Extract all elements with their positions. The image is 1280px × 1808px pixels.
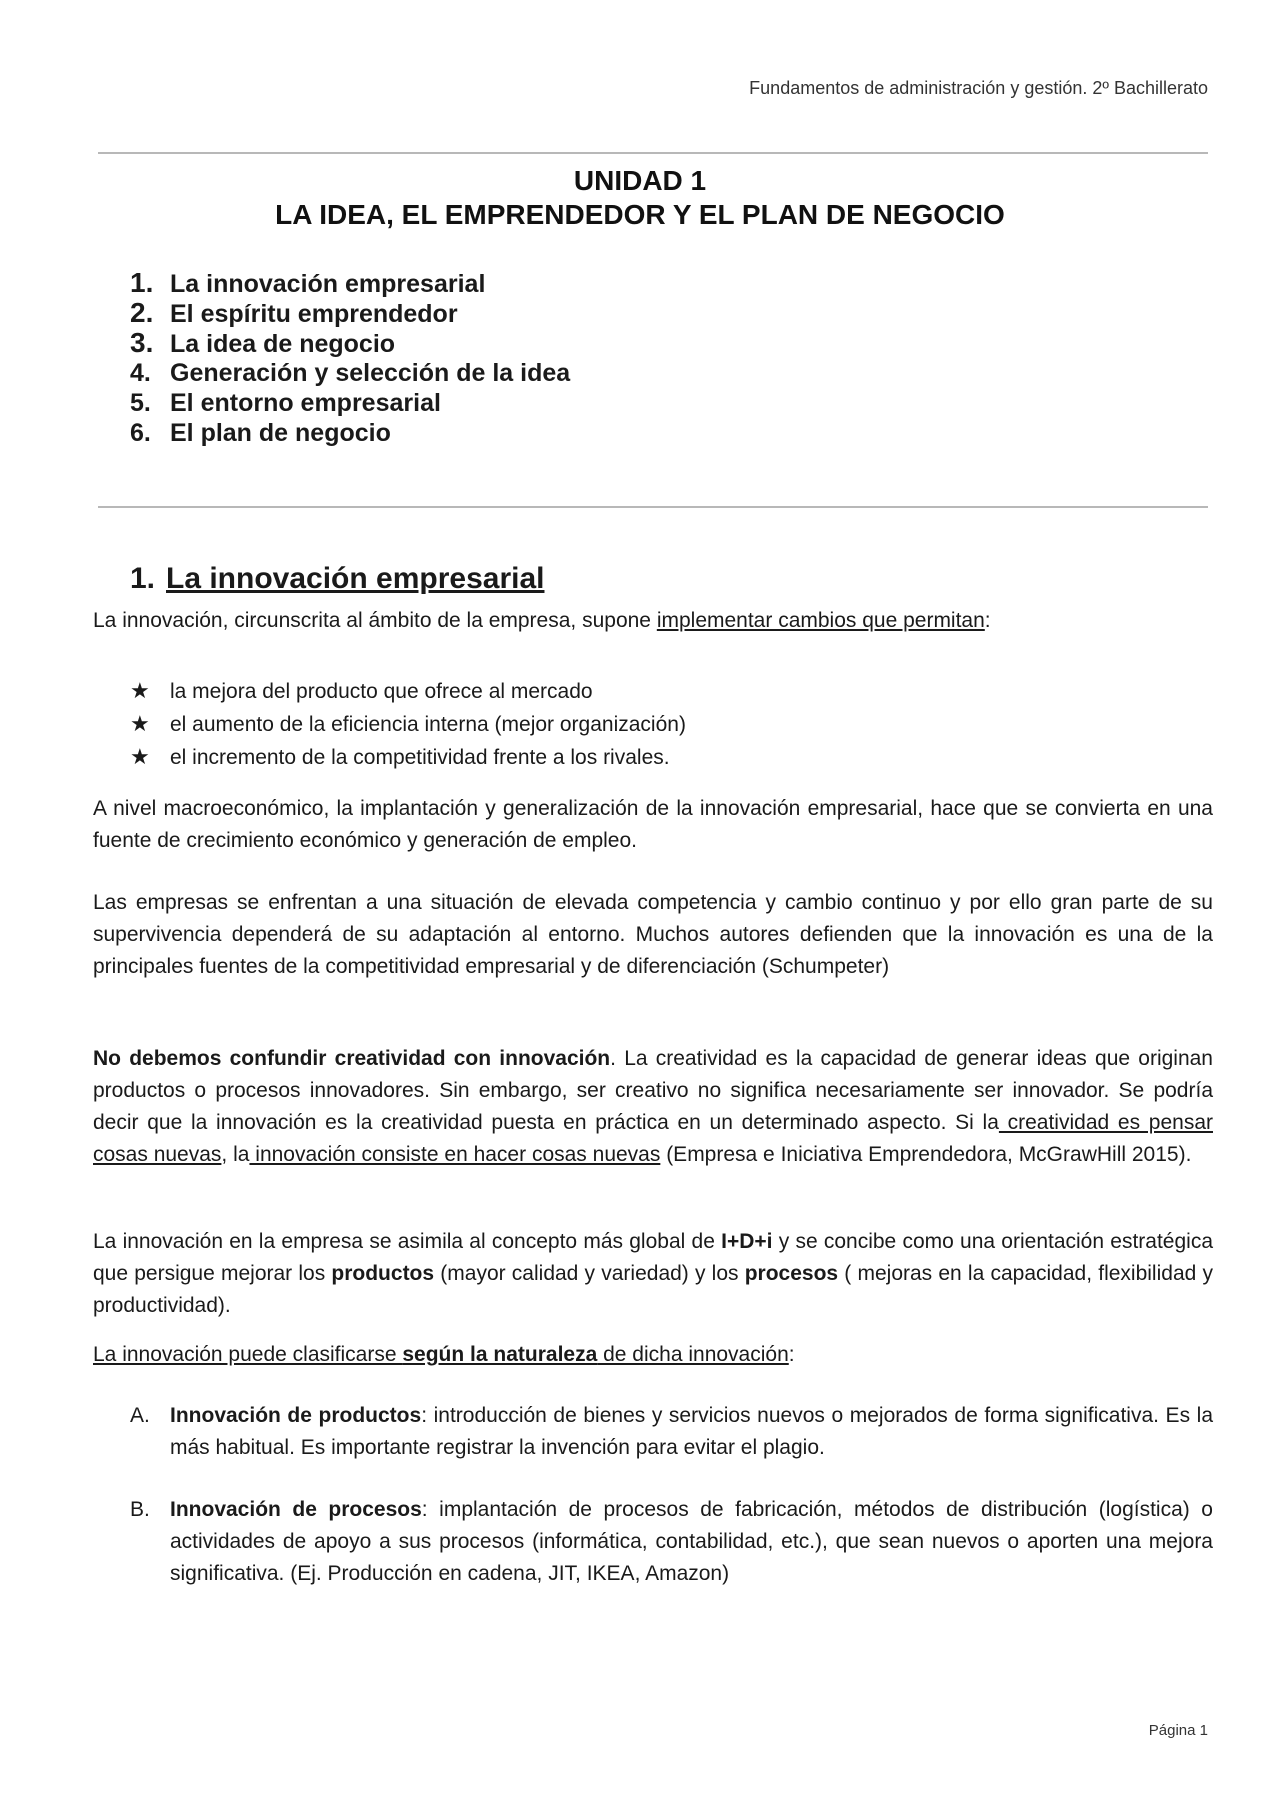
toc-item: 5. El entorno empresarial	[130, 389, 441, 417]
star-icon: ★	[130, 678, 150, 703]
empresas-paragraph: Las empresas se enfrentan a una situación de elevada competencia y cambio continuo y por ello gran parte de su supervivencia dependerá de su adaptación al entorno. Muchos autores defienden que la innovación es una de la principales fuentes de la competitividad empresarial y de diferenciación (Schumpeter)	[93, 891, 1213, 978]
macro-paragraph: A nivel macroeconómico, la implantación y generalización de la innovación empresarial, hace que se convierta en una fuente de crecimiento económico y generación de empleo.	[93, 797, 1213, 852]
top-divider	[98, 152, 1208, 154]
idi-paragraph: La innovación en la empresa se asimila al concepto más global de I+D+i y se concibe como una orientación estratégica que persigue mejorar los productos (mayor calidad y variedad) y los procesos ( mejoras en la capacidad, flexibilidad y productividad).	[93, 1230, 1213, 1317]
toc-item: 6. El plan de negocio	[130, 419, 391, 447]
star-icon: ★	[130, 711, 150, 736]
running-header: Fundamentos de administración y gestión. 2º Bachillerato	[749, 78, 1208, 98]
unit-title: UNIDAD 1	[573, 165, 707, 196]
table-of-contents	[130, 268, 570, 448]
list-item: ★ el incremento de la competitividad frente a los rivales.	[130, 741, 686, 774]
list-item: ★ la mejora del producto que ofrece al mercado	[130, 675, 686, 708]
toc-item: 4. Generación y selección de la idea	[130, 359, 571, 387]
page-number: Página 1	[1148, 1722, 1208, 1739]
toc-item: 1. La innovación empresarial	[130, 267, 486, 298]
benefits-list	[130, 675, 686, 774]
list-item: ★ el aumento de la eficiencia interna (mejor organización)	[130, 708, 686, 741]
toc-item: 3. La idea de negocio	[130, 327, 396, 358]
innovation-type-item: B. Innovación de procesos: implantación de procesos de fabricación, métodos de distribución (logística) o actividades de apoyo a sus procesos (informática, contabilidad, etc.), que sean nuevos o aporten una mejora significativa. (Ej. Producción en cadena, JIT, IKEA, Amazon)	[130, 1498, 1213, 1585]
star-icon: ★	[130, 744, 150, 769]
innovation-type-item: A. Innovación de productos: introducción de bienes y servicios nuevos o mejorados de forma significativa. Es la más habitual. Es importante registrar la invención para evitar el plagio.	[130, 1404, 1213, 1459]
section-divider	[98, 506, 1208, 508]
clasificacion-paragraph: La innovación puede clasificarse según la naturaleza de dicha innovación:	[93, 1343, 795, 1366]
unit-subtitle: LA IDEA, EL EMPRENDEDOR Y EL PLAN DE NEGOCIO	[275, 199, 1005, 230]
toc-item: 2. El espíritu emprendedor	[130, 297, 458, 328]
section-heading: 1. La innovación empresarial	[130, 562, 545, 595]
intro-paragraph: La innovación, circunscrita al ámbito de la empresa, supone implementar cambios que permitan:	[93, 609, 991, 632]
confundir-paragraph: No debemos confundir creatividad con innovación. La creatividad es la capacidad de generar ideas que originan productos o procesos innovadores. Sin embargo, ser creativo no significa necesariamente ser innovador. Se podría decir que la innovación es la creatividad puesta en práctica en un determinado aspecto. Si la creatividad es pensar cosas nuevas, la innovación consiste en hacer cosas nuevas (Empresa e Iniciativa Emprendedora, McGrawHill 2015).	[93, 1047, 1213, 1166]
